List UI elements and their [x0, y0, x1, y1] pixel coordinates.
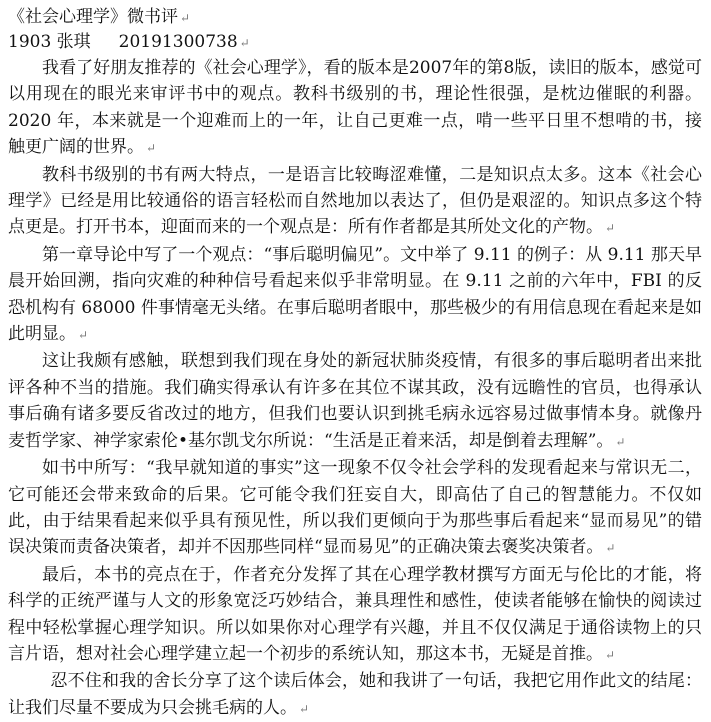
paragraph-text: 第一章导论中写了一个观点：“事后聪明偏见”。文中举了 9.11 的例子：从 9.11 那天早晨开始回溯，指向灾难的种种信号看起来似乎非常明显。在 9.11 之前的六年中，FBI 的反恐机构有 68000 件事情毫无头绪。在事后聪明者眼中，那些极少的有用信息现在看起来是如此明显。 [8, 244, 702, 345]
document-title [8, 5, 702, 30]
paragraph-text: 如书中所写：“我早就知道的事实”这一现象不仅令社会学科的发现看起来与常识无二，它可能还会带来致命的后果。它可能令我们狂妄自大，即高估了自己的智慧能力。不仅如此，由于结果看起来似乎具有预见性，所以我们更倾向于为那些事后看起来“显而易见”的错误决策而责备决策者，却并不因那些同样“显而易见”的正确决策去褒奖决策者。 [8, 458, 702, 558]
paragraph-mark-icon: ↵ [605, 221, 616, 236]
paragraph-text: 教科书级别的书有两大特点，一是语言比较晦涩难懂，二是知识点太多。这本《社会心理学》已经是用比较通俗的语言轻松而自然地加以表达了，但仍是艰涩的。知识点多这个特点更是。打开书本，迎面而来的一个观点是：所有作者都是其所处文化的产物。 [8, 164, 702, 238]
paragraph-7 [8, 668, 702, 722]
paragraph-mark-icon: ↵ [180, 11, 191, 25]
paragraph-mark-icon: ↵ [146, 141, 157, 156]
paragraph-3 [8, 242, 702, 349]
author-student-id: 20191300738 [118, 32, 238, 52]
paragraph-mark-icon: ↵ [605, 647, 616, 662]
paragraph-text: 我看了好朋友推荐的《社会心理学》，看的版本是2007年的第8版，读旧的版本，感觉可以用现在的眼光来审评书中的观点。教科书级别的书，理论性很强，是枕边催眠的利器。2020 年，本来就是一个迎难而上的一年，让自己更难一点，啃一些平日里不想啃的书，接触更广阔的世界。 [8, 58, 702, 158]
paragraph-2 [8, 162, 702, 242]
paragraph-6 [8, 562, 702, 669]
title-text: 《社会心理学》微书评 [8, 7, 178, 27]
paragraph-mark-icon: ↵ [299, 701, 310, 716]
paragraph-mark-icon: ↵ [78, 328, 89, 343]
paragraph-1 [8, 55, 702, 162]
paragraph-5 [8, 455, 702, 562]
paragraph-text: 最后，本书的亮点在于，作者充分发挥了其在心理学教材撰写方面无与伦比的才能，将科学的正统严谨与人文的形象宽泛巧妙结合，兼具理性和感性，使读者能够在愉快的阅读过程中轻松掌握心理学知识。所以如果你对心理学有兴趣，并且不仅仅满足于通俗读物上的只言片语，想对社会心理学建立起一个初步的系统认知，那这本书，无疑是首推。 [8, 564, 702, 664]
document-body [8, 5, 702, 722]
author-line [8, 30, 702, 55]
paragraph-mark-icon: ↵ [615, 434, 626, 449]
author-class-name: 1903 张琪 [8, 32, 91, 52]
paragraph-text: 忍不住和我的舍长分享了这个读后体会，她和我讲了一句话，我把它用作此文的结尾：让我们尽量不要成为只会挑毛病的人。 [8, 671, 702, 718]
paragraph-mark-icon: ↵ [605, 541, 616, 556]
paragraph-4 [8, 348, 702, 455]
paragraph-mark-icon: ↵ [239, 36, 250, 50]
paragraph-text: 这让我颇有感触，联想到我们现在身处的新冠状肺炎疫情，有很多的事后聪明者出来批评各种不当的措施。我们确实得承认有许多在其位不谋其政，没有远瞻性的官员，也得承认事后确有诸多要反省改过的地方，但我们也要认识到挑毛病永远容易过做事情本身。就像丹麦哲学家、神学家索伦•基尔凯戈尔所说：“生活是正着来活，却是倒着去理解”。 [8, 351, 702, 451]
